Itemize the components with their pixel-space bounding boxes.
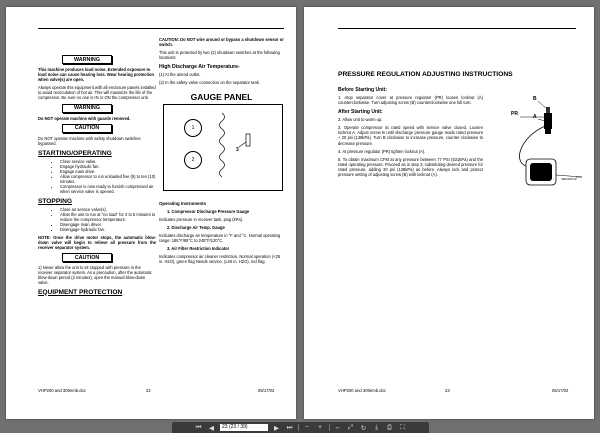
- gauge-panel-title: GAUGE PANEL: [190, 91, 253, 102]
- zoom-out-icon[interactable]: −: [305, 424, 309, 431]
- stopping-list: [38, 207, 156, 232]
- indicator-label: 3: [236, 146, 239, 153]
- list-item: • Allow the unit to run at "no load" for 3 to 5 minutes to reduce the compressor temperature.: [60, 212, 156, 222]
- guards-text: Do NOT operate machine with guards removed.: [38, 115, 131, 121]
- before-starting-heading: Before Starting Unit:: [338, 87, 387, 93]
- temperature-gauge-icon: [184, 151, 202, 169]
- equipment-protection-heading: EQUIPMENT PROTECTION: [38, 288, 123, 296]
- blowdown-caution-text: 1) Never allow the unit to sit stopped with pressure in the receiver separator system. As a precaution, after the automatic blow-down period (2 minutes), open the manual blow-down valve.: [38, 265, 152, 286]
- footer-filename: VHP200 and 300emb.doc: [338, 388, 386, 393]
- squiggle-line-icon: [212, 113, 232, 183]
- instrument-title: 1. Compressor Discharge Pressure Gauge: [167, 208, 250, 214]
- left-column: [38, 52, 156, 298]
- warning-noise-text: This machine produces loud noise. Extended exposure to loud noise can cause hearing loss. Wear hearing protection when valve(s) are open.: [38, 67, 154, 83]
- warning-box: WARNING: [62, 55, 112, 64]
- print-icon[interactable]: ⎙: [386, 423, 393, 431]
- instrument-text: Indicates discharge air temperature in °F and °C. Normal operating range: 185°F/85°C to 248°F/120°C.: [159, 232, 281, 243]
- bypass-caution-text: CAUTION: Do NOT wire around or bypass a shutdown sensor or switch.: [159, 37, 284, 48]
- step-text: 3. Operate compressor at rated speed with service valve closed. Loosen locknut A. Adjust screw B until discharge pressure gauge reads rated pressure + 20 psi (138kPa). Turn B clockwise to increase pressure, counter clockwise to decrease pressure.: [338, 125, 483, 146]
- enclosure-text: Always operate this equipment with all enclosure panels installed to avoid recirculation of hot air. This will maximize the life of the compressor. Be sure no one is IN or ON the compressor unit.: [38, 85, 156, 101]
- header-rule: [338, 28, 576, 29]
- caution-box: CAUTION: [62, 253, 112, 262]
- footer-filename: VHP200 and 300emb.doc: [38, 388, 86, 393]
- step-text: 5. To obtain maximum CFM at any pressure between 77 PSI (531kPa) and the rated operating pressure. Proceed as in step 3, substituting desired pressure for rated pressure, adding 20 psi (138kPa) as before. Always lock and protect pressure setting of adjusting screw (B) with locknut (A).: [338, 156, 483, 178]
- right-column: [159, 37, 284, 267]
- shutdown-caution-text: Do NOT operate machine with safety shutdown switches bypassed.: [38, 135, 141, 146]
- instrument-title: 3. Air Filter Restriction Indicator: [167, 246, 230, 252]
- download-icon[interactable]: ⤓: [375, 423, 378, 431]
- label-tank: SEPARATOR: [561, 178, 577, 181]
- list-item: • Close air service valve(s).: [60, 207, 156, 212]
- list-item: • Close service valve.: [60, 159, 156, 164]
- label-pr: PR: [511, 111, 518, 117]
- manual-page-22: [6, 7, 296, 419]
- warning-box: WARNING: [62, 104, 112, 113]
- rotate-icon[interactable]: ↻: [360, 424, 367, 432]
- last-page-icon[interactable]: ⏭: [286, 423, 293, 431]
- list-item: • Engage main drive.: [60, 169, 156, 174]
- pressure-regulator-diagram: [490, 95, 586, 205]
- instrument-text: Indicates compressor air cleaner restriction. Normal operation (<25 in. H2O), green flag Needs service, (≥25 in. H2O), red flag.: [159, 254, 281, 265]
- first-page-icon[interactable]: ⏮: [195, 423, 202, 431]
- fit-width-icon[interactable]: ↔: [334, 424, 341, 431]
- instrument-title: 2. Discharge Air Temp. Gauge: [167, 224, 225, 230]
- toolbar-divider: [329, 424, 330, 431]
- step-text: 2. Allow unit to warm up.: [338, 117, 383, 123]
- list-item: • Disengage main driver.: [60, 222, 156, 227]
- page-title: PRESSURE REGULATION ADJUSTING INSTRUCTIONS: [338, 71, 513, 78]
- gauge-number: 2: [191, 156, 195, 163]
- caution-box: CAUTION: [62, 124, 112, 133]
- manual-page-23: [304, 7, 594, 419]
- instructions-column: [338, 83, 483, 180]
- regulator-body-icon: [544, 113, 552, 129]
- pressure-gauge-icon: [184, 119, 202, 137]
- list-item: • Compressor is now ready to furnish compressed air when service valve is opened.: [60, 184, 156, 194]
- next-page-icon[interactable]: ▶: [274, 424, 279, 432]
- gauge-panel-diagram: [163, 104, 283, 191]
- footer-page-number: 23: [445, 388, 450, 393]
- instrument-text: Indicates pressure in receiver tank, psig (kPa).: [159, 216, 244, 222]
- high-temp-item: (2) In the safety valve connection on the separator tank.: [159, 80, 261, 86]
- label-a: A: [533, 114, 537, 120]
- high-temp-item: (1) At the airend outlet.: [159, 72, 201, 78]
- list-item: • Disengage hydraulic fan.: [60, 227, 156, 232]
- blowdown-note: NOTE: Once the drive motor stops, the automatic blow-down valve will begin to relieve all pressure from the receiver separator system.: [38, 234, 156, 251]
- after-starting-heading: After Starting Unit:: [338, 109, 383, 116]
- protected-text: This unit is protected by two (2) shutdown switches at the following locations:: [159, 50, 280, 61]
- stopping-heading: STOPPING: [38, 197, 72, 205]
- step-text: 1. Atop separator cover at pressure regulator (PR) loosen locknut (A) counterclockwise. Turn adjusting screw (B) counterclockwise one full turn.: [338, 95, 483, 106]
- page-number-input[interactable]: [220, 424, 268, 431]
- zoom-in-icon[interactable]: +: [318, 424, 322, 431]
- starting-list: [38, 159, 156, 194]
- footer-page-number: 22: [146, 388, 151, 393]
- toolbar-divider: [298, 424, 299, 431]
- pdf-viewer-toolbar: [172, 422, 429, 433]
- footer-date: 05/17/02: [258, 388, 275, 393]
- label-b: B: [533, 96, 537, 102]
- step-text: 4. At pressure regulator (PR) tighten locknut (A).: [338, 148, 426, 154]
- fit-page-icon[interactable]: ⤢: [347, 423, 354, 431]
- header-rule: [38, 28, 284, 29]
- high-temp-heading: High Discharge Air Temperature-: [159, 64, 240, 71]
- list-item: • Allow compressor to run unloaded five (5) to ten (10) minutes.: [60, 174, 156, 184]
- footer-date: 05/17/02: [552, 388, 569, 393]
- fullscreen-icon[interactable]: ⛶: [400, 423, 405, 431]
- operating-instruments-heading: Operating Instruments: [159, 200, 207, 206]
- gauge-number: 1: [191, 124, 195, 131]
- previous-page-icon[interactable]: ◀: [209, 424, 214, 432]
- starting-heading: STARTING/OPERATING: [38, 149, 112, 157]
- restriction-indicator-icon: [238, 133, 254, 149]
- list-item: • Engage hydraulic fan.: [60, 164, 156, 169]
